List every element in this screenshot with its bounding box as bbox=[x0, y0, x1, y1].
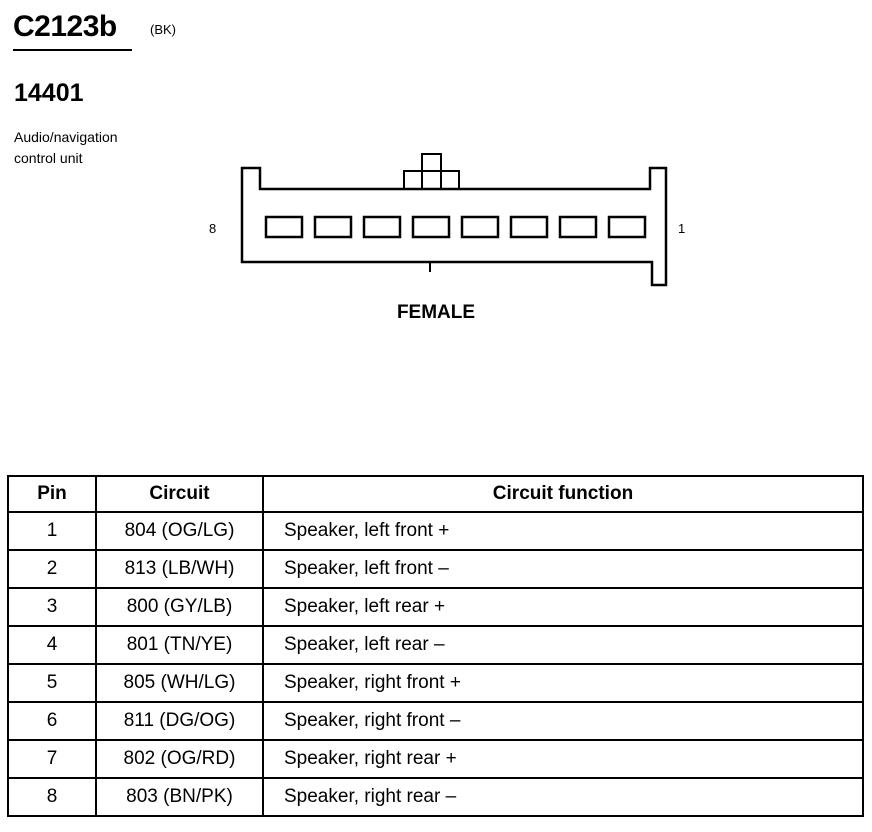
circuit-cell: 811 (DG/OG) bbox=[96, 702, 263, 740]
pin-cell: 4 bbox=[8, 626, 96, 664]
pin-cell: 8 bbox=[8, 778, 96, 816]
header-circuit-function: Circuit function bbox=[263, 476, 863, 512]
function-cell: Speaker, right rear – bbox=[263, 778, 863, 816]
header-pin: Pin bbox=[8, 476, 96, 512]
pin-cell: 3 bbox=[8, 588, 96, 626]
function-cell: Speaker, right front – bbox=[263, 702, 863, 740]
right-pin-label: 1 bbox=[678, 221, 686, 236]
component-description-line2: control unit bbox=[14, 150, 83, 166]
connector-face-diagram bbox=[0, 0, 872, 340]
cavity-4 bbox=[462, 217, 498, 237]
function-cell: Speaker, left rear – bbox=[263, 626, 863, 664]
table-row bbox=[8, 740, 863, 778]
circuit-cell: 802 (OG/RD) bbox=[96, 740, 263, 778]
pin-cell: 6 bbox=[8, 702, 96, 740]
pin-cell: 5 bbox=[8, 664, 96, 702]
function-cell: Speaker, right rear + bbox=[263, 740, 863, 778]
part-number: 14401 bbox=[14, 79, 84, 107]
table-row bbox=[8, 702, 863, 740]
connector-housing bbox=[242, 168, 666, 285]
table-row bbox=[8, 664, 863, 702]
left-pin-label: 8 bbox=[209, 221, 217, 236]
table-row bbox=[8, 512, 863, 550]
pin-table bbox=[7, 475, 864, 817]
cavity-5 bbox=[413, 217, 449, 237]
cavity-group bbox=[266, 217, 645, 237]
circuit-cell: 801 (TN/YE) bbox=[96, 626, 263, 664]
circuit-cell: 805 (WH/LG) bbox=[96, 664, 263, 702]
cavity-2 bbox=[560, 217, 596, 237]
cavity-8 bbox=[266, 217, 302, 237]
circuit-cell: 813 (LB/WH) bbox=[96, 550, 263, 588]
table-row bbox=[8, 778, 863, 816]
function-cell: Speaker, right front + bbox=[263, 664, 863, 702]
table-header-row bbox=[8, 476, 863, 512]
function-cell: Speaker, left front – bbox=[263, 550, 863, 588]
header-circuit: Circuit bbox=[96, 476, 263, 512]
cavity-6 bbox=[364, 217, 400, 237]
circuit-cell: 803 (BN/PK) bbox=[96, 778, 263, 816]
pin-cell: 7 bbox=[8, 740, 96, 778]
component-description-line1: Audio/navigation bbox=[14, 129, 118, 145]
function-cell: Speaker, left front + bbox=[263, 512, 863, 550]
connector-color: (BK) bbox=[150, 22, 176, 37]
cavity-1 bbox=[609, 217, 645, 237]
cavity-7 bbox=[315, 217, 351, 237]
table-row bbox=[8, 588, 863, 626]
connector-id: C2123b bbox=[13, 10, 117, 43]
pin-cell: 1 bbox=[8, 512, 96, 550]
gender-label: FEMALE bbox=[396, 302, 476, 323]
circuit-cell: 800 (GY/LB) bbox=[96, 588, 263, 626]
pin-cell: 2 bbox=[8, 550, 96, 588]
circuit-cell: 804 (OG/LG) bbox=[96, 512, 263, 550]
function-cell: Speaker, left rear + bbox=[263, 588, 863, 626]
cavity-3 bbox=[511, 217, 547, 237]
table-row bbox=[8, 550, 863, 588]
table-row bbox=[8, 626, 863, 664]
